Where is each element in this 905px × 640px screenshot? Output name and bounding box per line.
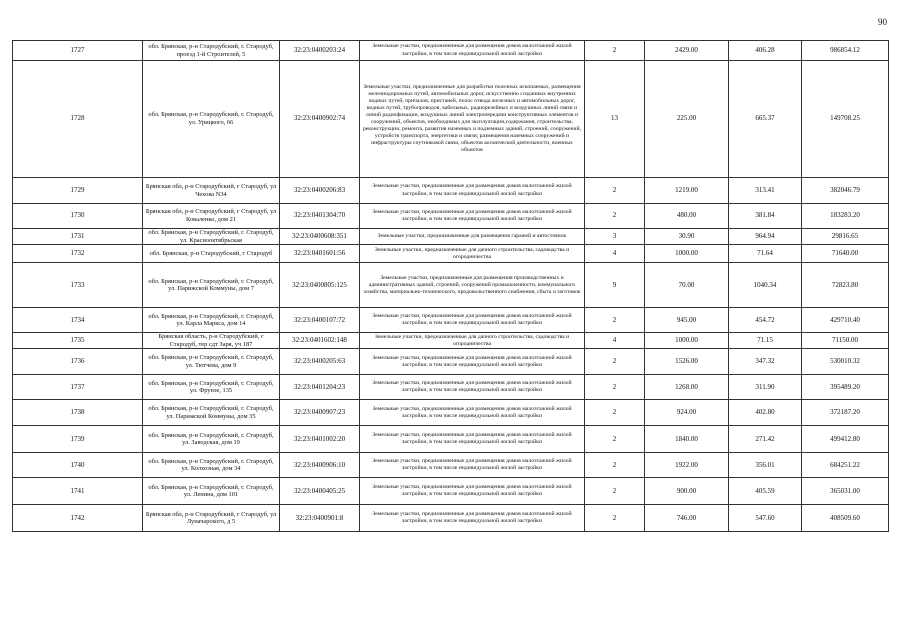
- area-cell: 1000.00: [645, 333, 729, 349]
- cadastral-value-cell: 365031.00: [802, 478, 889, 505]
- cadastral-value-cell: 71640.00: [802, 245, 889, 263]
- table-row: [13, 426, 889, 453]
- cadastral-number-cell: 32:23:0401602:148: [280, 333, 360, 349]
- area-cell: 900.00: [645, 478, 729, 505]
- table-row: [13, 41, 889, 61]
- address-cell: обл. Брянская, р-н Стародубский, г. Стародуб, ул. Колхозная, дом 34: [143, 453, 280, 478]
- cadastral-value-table: [12, 40, 889, 532]
- cadastral-value-cell: 71150.00: [802, 333, 889, 349]
- cadastral-number-cell: 32:23:0401601:56: [280, 245, 360, 263]
- row-number: 1730: [13, 204, 143, 229]
- table-row: [13, 453, 889, 478]
- row-number: 1737: [13, 375, 143, 400]
- area-cell: 1268.00: [645, 375, 729, 400]
- address-cell: обл. Брянская, р-н Стародубский, г. Стародуб, ул. Парижской Коммуны, дом 7: [143, 263, 280, 308]
- area-cell: 70.00: [645, 263, 729, 308]
- area-cell: 746.00: [645, 505, 729, 532]
- area-cell: 225.00: [645, 61, 729, 178]
- group-code-cell: 4: [585, 333, 645, 349]
- land-use-cell: Земельные участки, предназначенные для размещения производственных и административных зданий, строений, сооружений промышленности, коммунального хозяйства, материально-технического, продовольственного снабжения, сбыта и заготовок: [360, 263, 585, 308]
- land-use-cell: Земельные участки, предназначенные для размещения домов малоэтажной жилой застройки, в том числе индивидуальной жилой застройки: [360, 453, 585, 478]
- table-row: [13, 204, 889, 229]
- address-cell: обл. Брянская, р-н Стародубский, г. Стародуб, ул. Тютчева, дом 9: [143, 349, 280, 375]
- row-number: 1734: [13, 308, 143, 333]
- cadastral-value-cell: 382046.79: [802, 178, 889, 204]
- specific-value-cell: 402.80: [729, 400, 802, 426]
- cadastral-value-cell: 530010.32: [802, 349, 889, 375]
- land-use-cell: Земельные участки, предназначенные для разработки полезных ископаемых, размещения железнодорожных путей, автомобильных дорог, искусственно созданных внутренних водных путей, причалов, пристаней, полос отвода железных и автомобильных дорог, водных путей, трубопроводов, кабельных, радиорелейных и воздушных линий связи и линий радиофикации, воздушных линий электропередачи конструктивных элементов и сооружений, объектов, необходимых для эксплуатации,содержания, строительства, реконструкции, ремонта, развития наземных и подземных зданий, строений, сооружений, устройств транспорта, энергетики и связи; размещения наземных сооружений и инфраструктуры спутниковой связи, объектов космической деятельности, военных объектов: [360, 61, 585, 178]
- land-use-cell: Земельные участки, предназначенные для размещения домов малоэтажной жилой застройки, в том числе индивидуальной жилой застройки: [360, 426, 585, 453]
- address-cell: Брянская область, р-н Стародубский, г Стародуб, тер сдт Заря, уч 187: [143, 333, 280, 349]
- land-use-cell: Земельные участки, предназначенные для размещения домов малоэтажной жилой застройки, в том числе индивидуальной жилой застройки: [360, 178, 585, 204]
- group-code-cell: 3: [585, 229, 645, 245]
- row-number: 1735: [13, 333, 143, 349]
- row-number: 1733: [13, 263, 143, 308]
- address-cell: обл. Брянская, р-н Стародубский, г. Стародуб, ул. Фрунзе, 135: [143, 375, 280, 400]
- address-cell: обл. Брянская, р-н Стародубский, г. Стародуб, ул. Заводская, дом 19: [143, 426, 280, 453]
- area-cell: 1922.00: [645, 453, 729, 478]
- row-number: 1732: [13, 245, 143, 263]
- group-code-cell: 2: [585, 453, 645, 478]
- address-cell: обл. Брянская, р-н Стародубский, г Стародуб: [143, 245, 280, 263]
- row-number: 1728: [13, 61, 143, 178]
- cadastral-number-cell: 32:23:0400107:72: [280, 308, 360, 333]
- specific-value-cell: 381.84: [729, 204, 802, 229]
- group-code-cell: 2: [585, 426, 645, 453]
- cadastral-number-cell: 32:23:0401204:23: [280, 375, 360, 400]
- specific-value-cell: 313.41: [729, 178, 802, 204]
- page-number: 90: [878, 17, 887, 27]
- cadastral-number-cell: 32:23:0400907:23: [280, 400, 360, 426]
- specific-value-cell: 547.60: [729, 505, 802, 532]
- group-code-cell: 2: [585, 349, 645, 375]
- cadastral-value-cell: 29816.65: [802, 229, 889, 245]
- cadastral-number-cell: 32:23:0400203:24: [280, 41, 360, 61]
- group-code-cell: 2: [585, 41, 645, 61]
- specific-value-cell: 347.32: [729, 349, 802, 375]
- group-code-cell: 2: [585, 308, 645, 333]
- address-cell: обл. Брянская, р-н Стародубский, г. Стародуб, ул. Ленина, дом 101: [143, 478, 280, 505]
- table-row: [13, 349, 889, 375]
- area-cell: 1840.00: [645, 426, 729, 453]
- row-number: 1740: [13, 453, 143, 478]
- specific-value-cell: 311.90: [729, 375, 802, 400]
- area-cell: 30.90: [645, 229, 729, 245]
- cadastral-number-cell: 32:23:0400608:351: [280, 229, 360, 245]
- table-row: [13, 478, 889, 505]
- row-number: 1738: [13, 400, 143, 426]
- address-cell: обл. Брянская, р-н Стародубский, г. Стародуб, ул. Краснооктябрьская: [143, 229, 280, 245]
- specific-value-cell: 271.42: [729, 426, 802, 453]
- table-row: [13, 61, 889, 178]
- land-use-cell: Земельные участки, предназначенные для размещения домов малоэтажной жилой застройки, в том числе индивидуальной жилой застройки: [360, 400, 585, 426]
- table-row: [13, 400, 889, 426]
- area-cell: 2429.00: [645, 41, 729, 61]
- specific-value-cell: 964.94: [729, 229, 802, 245]
- land-use-cell: Земельные участки, предназначенные для размещения домов малоэтажной жилой застройки, в том числе индивидуальной жилой застройки: [360, 478, 585, 505]
- specific-value-cell: 405.59: [729, 478, 802, 505]
- cadastral-value-cell: 408509.60: [802, 505, 889, 532]
- land-use-cell: Земельные участки, предназначенные для дачного строительства, садоводства и огородничества: [360, 333, 585, 349]
- group-code-cell: 2: [585, 478, 645, 505]
- land-use-cell: Земельные участки, предназначенные для размещения домов малоэтажной жилой застройки, в том числе индивидуальной жилой застройки: [360, 505, 585, 532]
- land-use-cell: Земельные участки, предназначенные для дачного строительства, садоводства и огородничества: [360, 245, 585, 263]
- cadastral-value-cell: 499412.80: [802, 426, 889, 453]
- cadastral-value-cell: 372187.20: [802, 400, 889, 426]
- cadastral-value-cell: 986854.12: [802, 41, 889, 61]
- land-use-cell: Земельные участки, предназначенные для размещения домов малоэтажной жилой застройки, в том числе индивидуальной жилой застройки: [360, 349, 585, 375]
- table-row: [13, 375, 889, 400]
- cadastral-value-cell: 72823.80: [802, 263, 889, 308]
- specific-value-cell: 71.64: [729, 245, 802, 263]
- cadastral-number-cell: 32:23:0400906:10: [280, 453, 360, 478]
- group-code-cell: 2: [585, 505, 645, 532]
- cadastral-number-cell: 32:23:0400206:83: [280, 178, 360, 204]
- row-number: 1736: [13, 349, 143, 375]
- cadastral-number-cell: 32:23:0401002:20: [280, 426, 360, 453]
- specific-value-cell: 406.28: [729, 41, 802, 61]
- cadastral-number-cell: 32:23:0400205:63: [280, 349, 360, 375]
- specific-value-cell: 454.72: [729, 308, 802, 333]
- cadastral-number-cell: 32:23:0400405:25: [280, 478, 360, 505]
- address-cell: Брянская обл, р-н Стародубский, г Стародуб, ул Коваленко, дом 21: [143, 204, 280, 229]
- area-cell: 480.00: [645, 204, 729, 229]
- table-row: [13, 178, 889, 204]
- group-code-cell: 2: [585, 375, 645, 400]
- group-code-cell: 9: [585, 263, 645, 308]
- land-use-cell: Земельные участки, предназначенные для размещения домов малоэтажной жилой застройки, в том числе индивидуальной жилой застройки: [360, 375, 585, 400]
- row-number: 1727: [13, 41, 143, 61]
- specific-value-cell: 665.37: [729, 61, 802, 178]
- table-row: [13, 308, 889, 333]
- group-code-cell: 4: [585, 245, 645, 263]
- table-row: [13, 245, 889, 263]
- row-number: 1739: [13, 426, 143, 453]
- table-row: [13, 229, 889, 245]
- table-row: [13, 333, 889, 349]
- specific-value-cell: 1040.34: [729, 263, 802, 308]
- cadastral-number-cell: 32:23:0400901:8: [280, 505, 360, 532]
- group-code-cell: 13: [585, 61, 645, 178]
- cadastral-number-cell: 32:23:0401304:70: [280, 204, 360, 229]
- specific-value-cell: 356.01: [729, 453, 802, 478]
- group-code-cell: 2: [585, 204, 645, 229]
- table-row: [13, 505, 889, 532]
- row-number: 1729: [13, 178, 143, 204]
- row-number: 1741: [13, 478, 143, 505]
- cadastral-number-cell: 32:23:0400902:74: [280, 61, 360, 178]
- land-use-cell: Земельные участки, предназначенные для размещения домов малоэтажной жилой застройки, в том числе индивидуальной жилой застройки: [360, 204, 585, 229]
- specific-value-cell: 71.15: [729, 333, 802, 349]
- cadastral-value-cell: 149708.25: [802, 61, 889, 178]
- area-cell: 945.00: [645, 308, 729, 333]
- land-use-cell: Земельные участки, предназначенные для размещения домов малоэтажной жилой застройки, в том числе индивидуальной жилой застройки: [360, 308, 585, 333]
- row-number: 1731: [13, 229, 143, 245]
- row-number: 1742: [13, 505, 143, 532]
- area-cell: 1000.00: [645, 245, 729, 263]
- address-cell: обл. Брянская, р-н Стародубский, г. Стародуб, ул. Парижской Коммуны, дом 35: [143, 400, 280, 426]
- address-cell: Брянская обл, р-н Стародубский, г Стародуб, ул Чехова N34: [143, 178, 280, 204]
- cadastral-value-cell: 429710.40: [802, 308, 889, 333]
- group-code-cell: 2: [585, 178, 645, 204]
- address-cell: обл. Брянская, р-н Стародубский, г. Стародуб, проезд 1-й Строителей, 5: [143, 41, 280, 61]
- cadastral-value-cell: 183283.20: [802, 204, 889, 229]
- area-cell: 924.00: [645, 400, 729, 426]
- group-code-cell: 2: [585, 400, 645, 426]
- cadastral-value-cell: 395489.20: [802, 375, 889, 400]
- land-use-cell: Земельные участки, предназначенные для размещения гаражей и автостоянок: [360, 229, 585, 245]
- address-cell: Брянская обл, р-н Стародубский, г Стародуб, ул Луначарского, д 5: [143, 505, 280, 532]
- address-cell: обл. Брянская, р-н Стародубский, г. Стародуб, ул. Карла Маркса, дом 14: [143, 308, 280, 333]
- area-cell: 1526.00: [645, 349, 729, 375]
- cadastral-value-cell: 684251.22: [802, 453, 889, 478]
- table-row: [13, 263, 889, 308]
- area-cell: 1219.00: [645, 178, 729, 204]
- table-body: [13, 41, 889, 532]
- cadastral-number-cell: 32:23:0400805:125: [280, 263, 360, 308]
- address-cell: обл. Брянская, р-н Стародубский, г. Стародуб, ул. Урицкого, 66: [143, 61, 280, 178]
- land-use-cell: Земельные участки, предназначенные для размещения домов малоэтажной жилой застройки, в том числе индивидуальной жилой застройки: [360, 41, 585, 61]
